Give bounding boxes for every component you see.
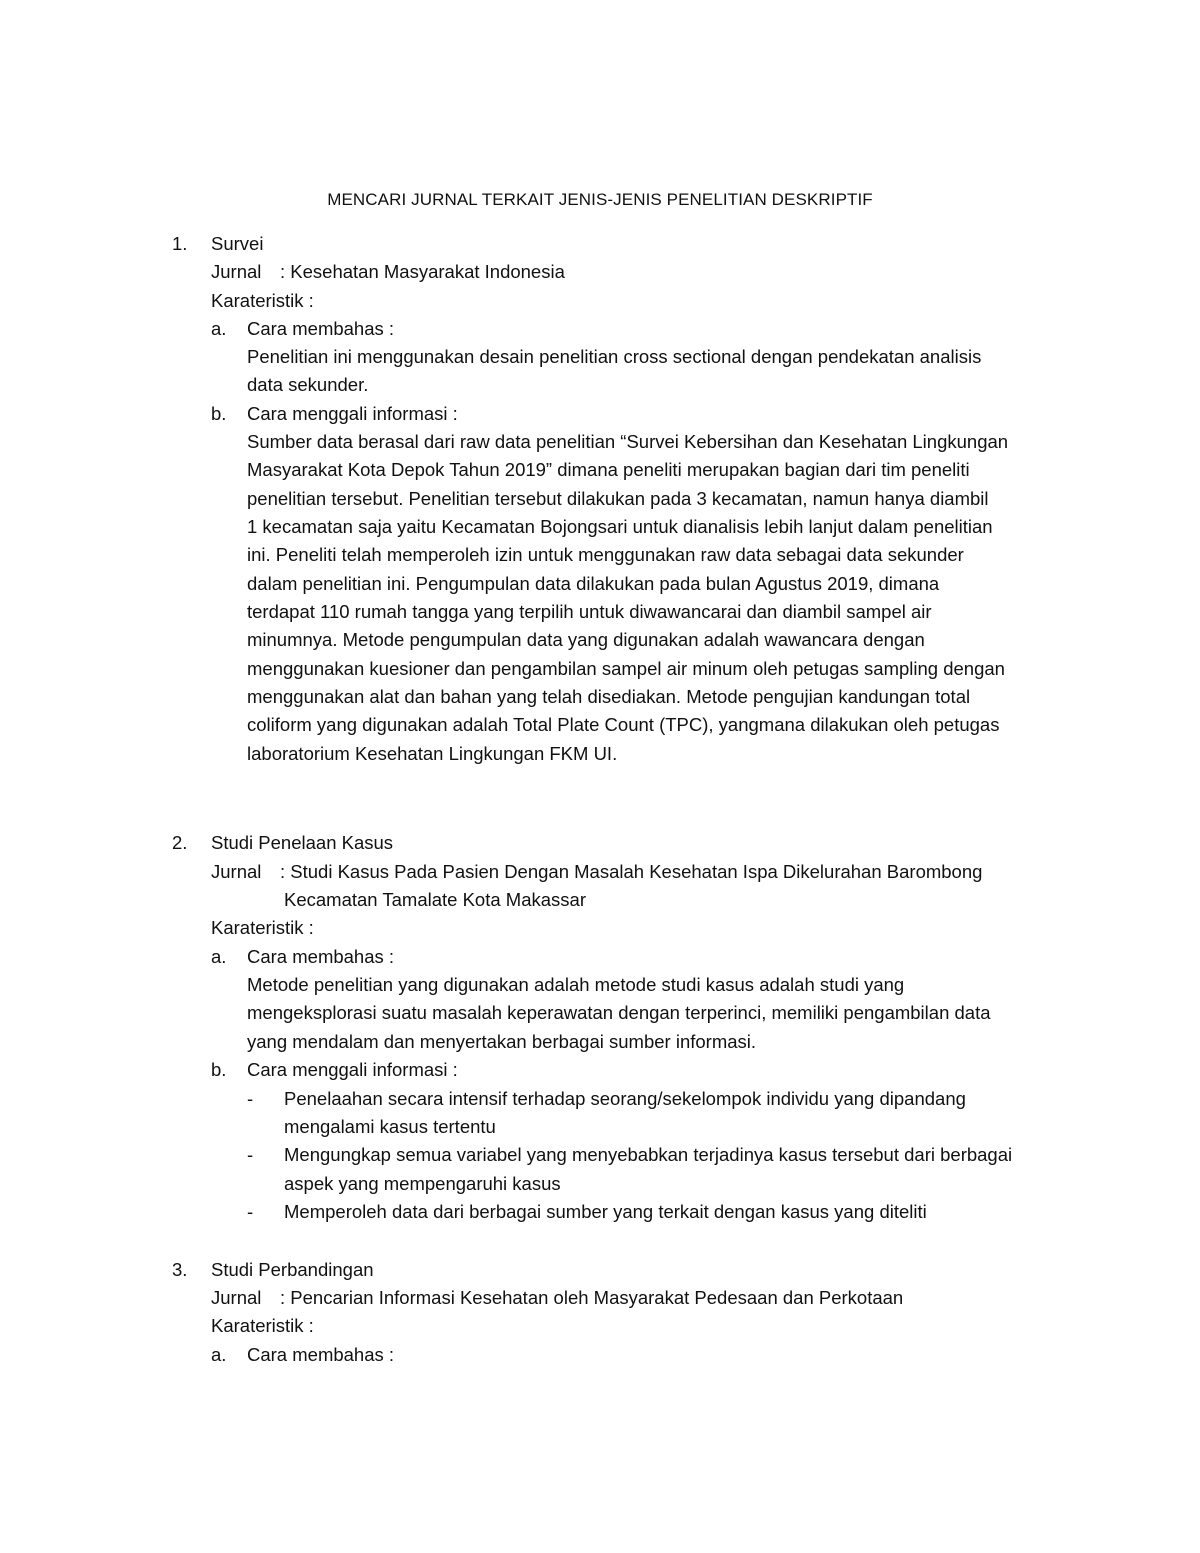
section-heading: Studi Penelaan Kasus	[211, 832, 394, 853]
subheading-discussion: Cara membahas :	[247, 946, 395, 967]
subheading-information: Cara menggali informasi :	[247, 403, 458, 424]
bullet-line: Mengungkap semua variabel yang menyebabkan terjadinya kasus tersebut dari berbagai	[284, 1144, 1013, 1165]
section-number: 1.	[172, 233, 188, 254]
paragraph-line: terdapat 110 rumah tangga yang terpilih untuk diwawancarai dan diambil sampel air	[247, 601, 932, 622]
journal-value: : Studi Kasus Pada Pasien Dengan Masalah Kesehatan Ispa Dikelurahan Barombong	[280, 861, 983, 882]
paragraph-line: penelitian tersebut. Penelitian tersebut dilakukan pada 3 kecamatan, namun hanya diambil	[247, 488, 989, 509]
paragraph-line: mengeksplorasi suatu masalah keperawatan dengan terperinci, memiliki pengambilan data	[247, 1002, 991, 1023]
paragraph-line: yang mendalam dan menyertakan berbagai sumber informasi.	[247, 1031, 757, 1052]
bullet-line: mengalami kasus tertentu	[284, 1116, 496, 1137]
paragraph-line: menggunakan alat dan bahan yang telah disediakan. Metode pengujian kandungan total	[247, 686, 971, 707]
paragraph-line: menggunakan kuesioner dan pengambilan sampel air minum oleh petugas sampling dengan	[247, 658, 1005, 679]
paragraph-line: ini. Peneliti telah memperoleh izin untuk menggunakan raw data sebagai data sekunder	[247, 544, 964, 565]
paragraph-line: coliform yang digunakan adalah Total Plate Count (TPC), yangmana dilakukan oleh petugas	[247, 714, 1000, 735]
journal-label: Jurnal	[211, 1287, 262, 1308]
paragraph-line: laboratorium Kesehatan Lingkungan FKM UI.	[247, 743, 618, 764]
journal-label: Jurnal	[211, 261, 262, 282]
section-number: 2.	[172, 832, 188, 853]
paragraph-line: minumnya. Metode pengumpulan data yang digunakan adalah wawancara dengan	[247, 629, 925, 650]
paragraph-line: 1 kecamatan saja yaitu Kecamatan Bojongsari untuk dianalisis lebih lanjut dalam penelitian	[247, 516, 993, 537]
paragraph-line: Sumber data berasal dari raw data penelitian “Survei Kebersihan dan Kesehatan Lingkungan	[247, 431, 1009, 452]
characteristics-label: Karateristik :	[211, 290, 314, 311]
characteristics-label: Karateristik :	[211, 1315, 314, 1336]
characteristics-label: Karateristik :	[211, 917, 314, 938]
list-marker-a: a.	[211, 1344, 227, 1365]
section-number: 3.	[172, 1259, 188, 1280]
subheading-discussion: Cara membahas :	[247, 318, 395, 339]
bullet-line: aspek yang mempengaruhi kasus	[284, 1173, 561, 1194]
bullet-line: Memperoleh data dari berbagai sumber yang terkait dengan kasus yang diteliti	[284, 1201, 927, 1222]
bullet-dash: -	[247, 1088, 254, 1109]
section-heading: Studi Perbandingan	[211, 1259, 374, 1280]
paragraph-line: data sekunder.	[247, 374, 369, 395]
bullet-dash: -	[247, 1201, 254, 1222]
bullet-dash: -	[247, 1144, 254, 1165]
journal-value-continued: Kecamatan Tamalate Kota Makassar	[284, 889, 586, 910]
paragraph-line: Metode penelitian yang digunakan adalah metode studi kasus adalah studi yang	[247, 974, 905, 995]
document-title: MENCARI JURNAL TERKAIT JENIS-JENIS PENELITIAN DESKRIPTIF	[327, 190, 873, 209]
list-marker-b: b.	[211, 403, 227, 424]
section-heading: Survei	[211, 233, 264, 254]
journal-label: Jurnal	[211, 861, 262, 882]
list-marker-a: a.	[211, 318, 227, 339]
bullet-line: Penelaahan secara intensif terhadap seorang/sekelompok individu yang dipandang	[284, 1088, 966, 1109]
subheading-discussion: Cara membahas :	[247, 1344, 395, 1365]
paragraph-line: Penelitian ini menggunakan desain penelitian cross sectional dengan pendekatan analisis	[247, 346, 982, 367]
list-marker-a: a.	[211, 946, 227, 967]
paragraph-line: dalam penelitian ini. Pengumpulan data dilakukan pada bulan Agustus 2019, dimana	[247, 573, 940, 594]
paragraph-line: Masyarakat Kota Depok Tahun 2019” dimana peneliti merupakan bagian dari tim peneliti	[247, 459, 970, 480]
list-marker-b: b.	[211, 1059, 227, 1080]
journal-value: : Pencarian Informasi Kesehatan oleh Masyarakat Pedesaan dan Perkotaan	[280, 1287, 904, 1308]
journal-value: : Kesehatan Masyarakat Indonesia	[280, 261, 565, 282]
subheading-information: Cara menggali informasi :	[247, 1059, 458, 1080]
